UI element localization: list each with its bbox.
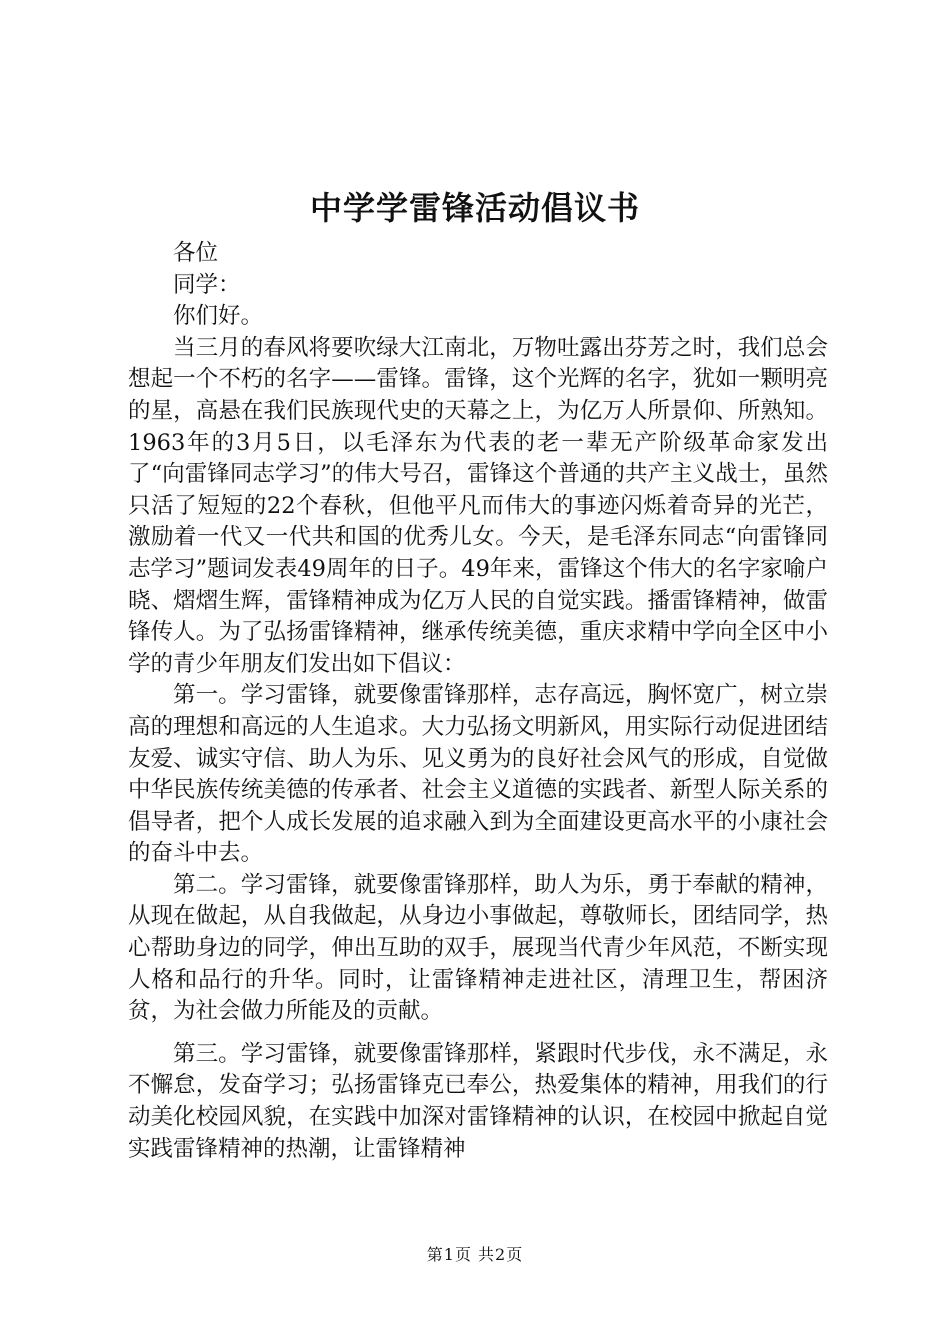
- proposal-third-paragraph: 第三。学习雷锋，就要像雷锋那样，紧跟时代步伐，永不满足，永不懈怠，发奋学习；弘扬雷锋克已奉公，热爱集体的精神，用我们的行动美化校园风貌，在实践中加深对雷锋精神的认识，在校园中掀起自觉实践雷锋精神的热潮，让雷锋精神: [128, 1040, 828, 1162]
- greeting-line: 同学：: [173, 271, 241, 298]
- proposal-first-paragraph: 第一。学习雷锋，就要像雷锋那样，志存高远，胸怀宽广，树立崇高的理想和高远的人生追求。大力弘扬文明新风，用实际行动促进团结友爱、诚实守信、助人为乐、见义勇为的良好社会风气的形成，自觉做中华民族传统美德的传承者、社会主义道德的实践者、新型人际关系的倡导者，把个人成长发展的追求融入到为全面建设更高水平的小康社会的奋斗中去。: [128, 682, 828, 867]
- greeting-line: 各位: [173, 240, 219, 266]
- greeting-line: 你们好。: [173, 303, 264, 330]
- document-body: [128, 238, 828, 1165]
- proposal-second-paragraph: 第二。学习雷锋，就要像雷锋那样，助人为乐，勇于奉献的精神，从现在做起，从自我做起，从身边小事做起，尊敬师长，团结同学，热心帮助身边的同学，伸出互助的双手，展现当代青少年风范，不断实现人格和品行的升华。同时，让雷锋精神走进社区，清理卫生，帮困济贫，为社会做力所能及的贡献。: [128, 871, 828, 1025]
- document-title: 中学学雷锋活动倡议书: [309, 189, 640, 227]
- intro-paragraph: 当三月的春风将要吹绿大江南北，万物吐露出芬芳之时，我们总会想起一个不朽的名字——雷锋。雷锋，这个光辉的名字，犹如一颗明亮的星，高悬在我们民族现代史的天幕之上，为亿万人所景仰、所熟知。1963年的3月5日，以毛泽东为代表的老一辈无产阶级革命家发出了“向雷锋同志学习”的伟大号召，雷锋这个普通的共产主义战士，虽然只活了短短的22个春秋，但他平凡而伟大的事迹闪烁着奇异的光芒，激励着一代又一代共和国的优秀儿女。今天，是毛泽东同志“向雷锋同志学习”题词发表49周年的日子。49年来，雷锋这个伟大的名字家喻户晓、熠熠生辉，雷锋精神成为亿万人民的自觉实践。播雷锋精神，做雷锋传人。为了弘扬雷锋精神，继承传统美德，重庆求精中学向全区中小学的青少年朋友们发出如下倡议：: [128, 334, 828, 677]
- page-number-footer: 第1页 共2页: [426, 1245, 524, 1264]
